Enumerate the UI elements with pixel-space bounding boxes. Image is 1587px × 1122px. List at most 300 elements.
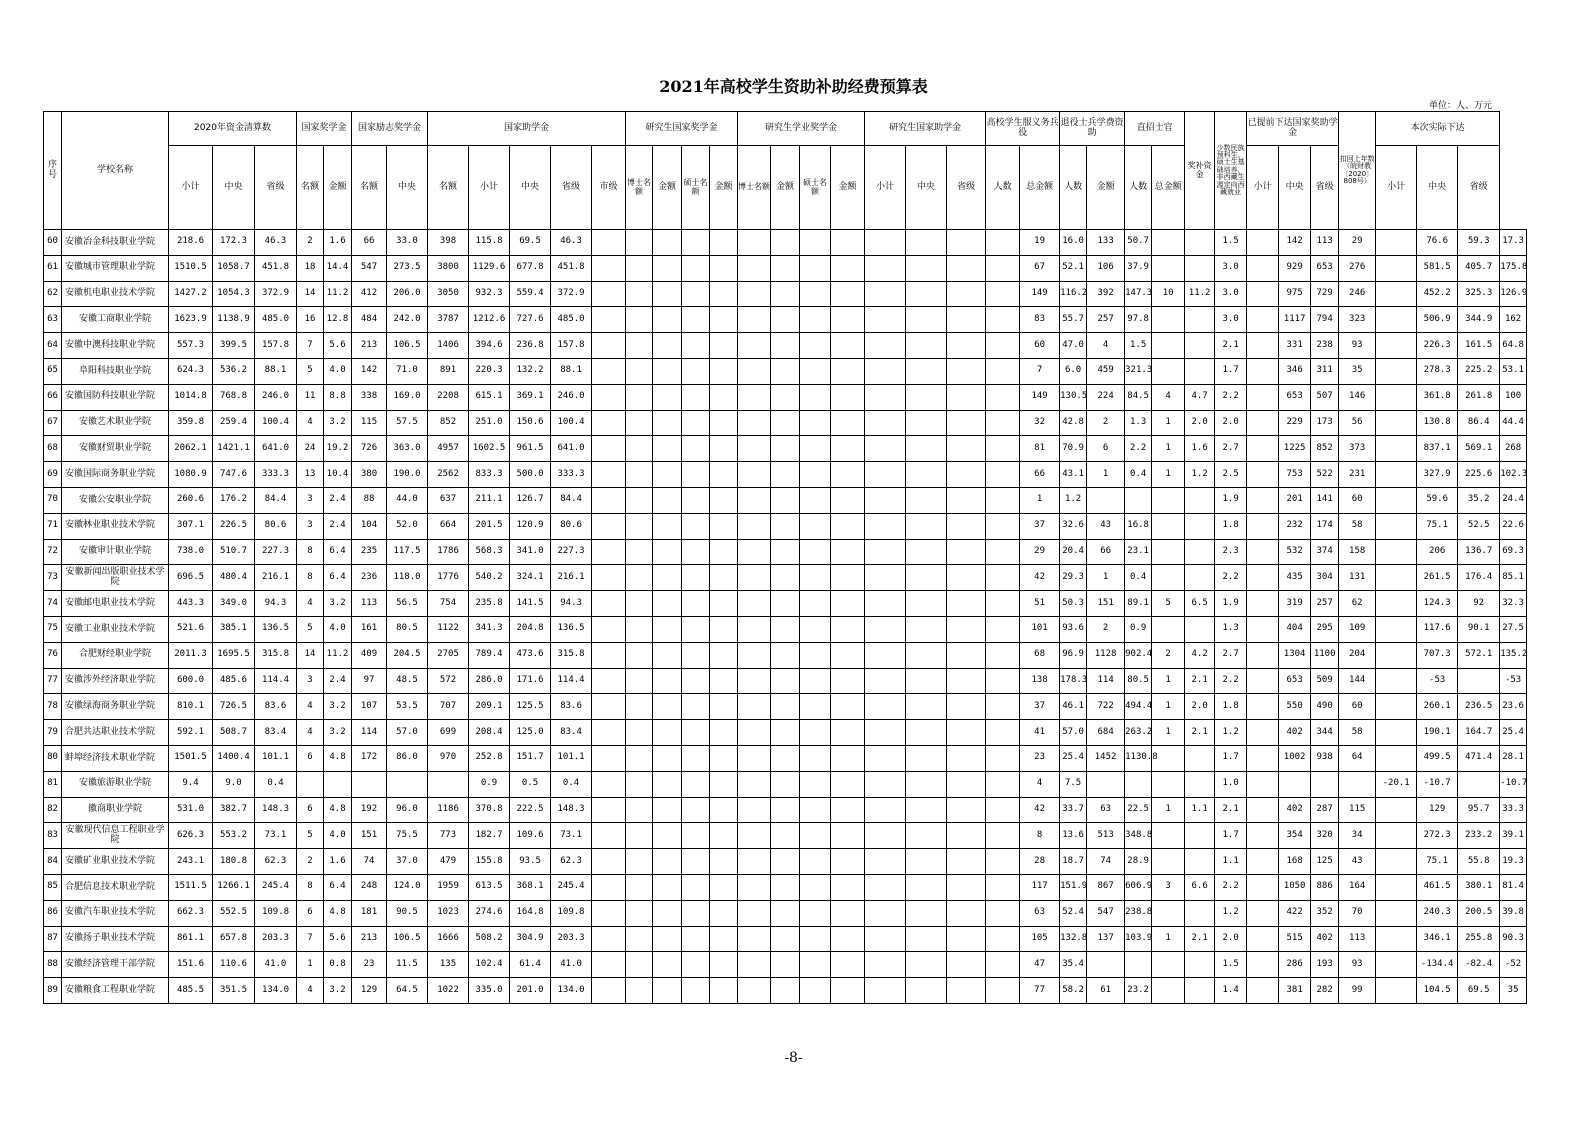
table-cell [771,333,800,359]
table-cell [682,255,710,281]
table-cell: 88.1 [551,358,592,384]
table-cell [710,410,738,436]
table-cell: 86.0 [387,745,428,771]
table-cell: 532 [1279,539,1311,565]
table-cell [865,591,906,617]
table-cell: 886 [1311,874,1339,900]
table-cell [1152,616,1185,642]
table-cell [682,694,710,720]
table-cell [947,668,986,694]
table-cell [653,333,682,359]
table-cell: 374 [1311,539,1339,565]
table-cell: 4 [297,720,324,746]
table-cell: 484 [352,307,387,333]
table-cell: 6.4 [324,565,352,591]
table-cell [986,900,1020,926]
school-name-cell: 蚌埠经济技术职业学院 [62,745,169,771]
table-cell: 510.7 [213,539,255,565]
table-cell: 242.0 [387,307,428,333]
table-cell: 11.5 [387,952,428,978]
table-cell [1247,849,1279,875]
table-cell [653,513,682,539]
table-cell: 141 [1311,487,1339,513]
table-cell: 653 [1279,668,1311,694]
table-cell [986,513,1020,539]
table-cell: 4957 [428,436,469,462]
table-cell [653,874,682,900]
table-cell: 9.4 [169,771,213,797]
col-quota: 名额 [428,146,469,230]
table-cell: 11.2 [324,281,352,307]
table-cell: 132.2 [510,358,551,384]
table-cell: 231 [1339,462,1376,488]
table-cell: 3.2 [324,978,352,1004]
table-cell: 75.1 [1417,849,1458,875]
table-cell: 75.5 [387,823,428,849]
table-cell: 62 [1339,591,1376,617]
budget-table [43,111,1527,1004]
table-cell: 321.3 [1125,358,1152,384]
table-cell [1376,978,1417,1004]
table-cell: 637 [428,487,469,513]
table-cell [626,926,653,952]
table-cell [1247,797,1279,823]
table-cell [1311,771,1339,797]
table-cell: 320 [1311,823,1339,849]
table-cell [986,307,1020,333]
table-cell: 130.8 [1417,410,1458,436]
table-cell: 1.2 [1215,720,1247,746]
table-cell [947,978,986,1004]
table-cell: 4 [1087,333,1125,359]
table-cell [865,978,906,1004]
table-cell [831,978,865,1004]
table-cell: 181 [352,900,387,926]
table-cell [771,849,800,875]
table-cell: 100 [1500,384,1527,410]
table-cell: 369.1 [510,384,551,410]
table-cell: 69.5 [1458,978,1500,1004]
table-cell [592,745,626,771]
table-cell: 1.2 [1185,462,1215,488]
table-cell [653,591,682,617]
table-cell [1185,539,1215,565]
table-cell [947,255,986,281]
row-index: 87 [44,926,62,952]
table-cell [626,616,653,642]
table-cell: 392 [1087,281,1125,307]
table-cell: 559.4 [510,281,551,307]
table-cell [626,668,653,694]
table-cell: 200.5 [1458,900,1500,926]
table-cell: 5 [297,616,324,642]
table-cell: 1.7 [1215,823,1247,849]
table-cell: 507 [1311,384,1339,410]
table-cell: 315.8 [551,642,592,668]
table-cell [986,487,1020,513]
table-cell: 180.8 [213,849,255,875]
table-cell: 9.0 [213,771,255,797]
table-cell: 83.4 [551,720,592,746]
table-cell: 641.0 [255,436,297,462]
school-name-cell: 安徽中澳科技职业学院 [62,333,169,359]
row-index: 65 [44,358,62,384]
table-cell [592,797,626,823]
table-cell: 380.1 [1458,874,1500,900]
table-cell [1376,616,1417,642]
table-row [44,487,1527,513]
table-cell: 93 [1339,952,1376,978]
table-cell [710,358,738,384]
table-cell: 0.4 [1125,565,1152,591]
table-cell [710,952,738,978]
table-cell: 58.2 [1060,978,1087,1004]
table-cell: 480.4 [213,565,255,591]
table-cell: 175.8 [1500,255,1527,281]
table-cell [906,358,947,384]
table-cell [1376,926,1417,952]
table-cell [906,307,947,333]
table-cell [1185,952,1215,978]
table-cell: 1666 [428,926,469,952]
table-cell: 3787 [428,307,469,333]
row-index: 83 [44,823,62,849]
table-cell: 246.0 [551,384,592,410]
table-cell [592,462,626,488]
table-cell: 331 [1279,333,1311,359]
table-cell [653,926,682,952]
table-cell: 101.1 [255,745,297,771]
table-cell: 75.1 [1417,513,1458,539]
table-cell [865,668,906,694]
table-cell: 569.1 [1458,436,1500,462]
table-cell [831,668,865,694]
table-cell: 37 [1020,513,1060,539]
minority-header: 少数民族预科生、硕士生基础培养，非西藏生源定向西藏就业 [1215,112,1247,230]
table-cell [428,771,469,797]
table-cell: 323 [1339,307,1376,333]
table-cell: 19.3 [1500,849,1527,875]
table-cell: 62.3 [255,849,297,875]
table-cell: 23.2 [1125,978,1152,1004]
table-cell [738,771,771,797]
school-name-cell: 合肥信息技术职业学院 [62,874,169,900]
table-cell [865,823,906,849]
table-cell: 33.7 [1060,797,1087,823]
table-cell: 64.8 [1500,333,1527,359]
table-cell [800,694,831,720]
table-cell [831,797,865,823]
table-cell [682,745,710,771]
table-cell [865,333,906,359]
table-cell [986,720,1020,746]
table-cell: -53 [1500,668,1527,694]
table-cell [947,384,986,410]
table-cell: 83.4 [255,720,297,746]
table-cell: 473.6 [510,642,551,668]
row-index: 86 [44,900,62,926]
table-cell: 653 [1311,255,1339,281]
table-cell: 37.0 [387,849,428,875]
table-cell: 206.0 [387,281,428,307]
table-cell: 2062.1 [169,436,213,462]
table-cell [947,307,986,333]
table-cell: 2.0 [1215,410,1247,436]
table-cell: 747.6 [213,462,255,488]
table-cell [1247,642,1279,668]
table-cell: 370.8 [469,797,510,823]
row-index: 77 [44,668,62,694]
table-cell [653,565,682,591]
table-cell: 102.4 [469,952,510,978]
table-cell: 641.0 [551,436,592,462]
table-cell: 381 [1279,978,1311,1004]
table-cell [865,616,906,642]
table-cell: -82.4 [1458,952,1500,978]
table-cell: 39.8 [1500,900,1527,926]
table-cell [771,591,800,617]
table-row [44,462,1527,488]
table-cell [1152,771,1185,797]
table-cell [682,771,710,797]
table-cell: 6.4 [324,539,352,565]
table-cell: 1602.5 [469,436,510,462]
table-cell: 2 [297,849,324,875]
col-amount: 金额 [653,146,682,230]
table-cell [1339,771,1376,797]
table-cell [865,745,906,771]
table-cell: 74 [1087,849,1125,875]
table-cell [947,952,986,978]
table-cell: 1959 [428,874,469,900]
table-cell [831,281,865,307]
table-cell [592,952,626,978]
table-cell [986,952,1020,978]
table-cell: 344.9 [1458,307,1500,333]
table-cell [1152,565,1185,591]
table-cell: 1014.8 [169,384,213,410]
col-central: 中央 [1417,146,1458,230]
table-cell: 164.7 [1458,720,1500,746]
table-cell [738,978,771,1004]
table-cell [771,720,800,746]
table-cell: 35.4 [1060,952,1087,978]
grad-national-scholarship-header: 研究生国家奖学金 [626,112,738,146]
table-cell [1376,513,1417,539]
school-name-cell: 安徽粮食工程职业学院 [62,978,169,1004]
table-cell [1247,410,1279,436]
table-cell: 104 [352,513,387,539]
table-cell: 84.4 [551,487,592,513]
table-cell: 93.6 [1060,616,1087,642]
table-cell: 794 [1311,307,1339,333]
row-index: 81 [44,771,62,797]
table-cell [626,436,653,462]
table-cell: 443.3 [169,591,213,617]
table-cell: 238 [1311,333,1339,359]
table-cell: 101.1 [551,745,592,771]
table-cell: 171.6 [510,668,551,694]
table-cell [986,384,1020,410]
table-cell: 118.0 [387,565,428,591]
table-cell [1376,230,1417,256]
table-cell [947,926,986,952]
table-cell [1279,771,1311,797]
table-cell [986,436,1020,462]
table-cell [771,358,800,384]
table-cell [626,410,653,436]
table-cell: 81 [1020,436,1060,462]
table-cell [626,462,653,488]
table-cell: 48.5 [387,668,428,694]
table-cell: 286 [1279,952,1311,978]
table-cell: 810.1 [169,694,213,720]
table-cell [710,771,738,797]
table-cell [986,462,1020,488]
table-cell [738,333,771,359]
table-cell: 142 [1279,230,1311,256]
table-cell: 92 [1458,591,1500,617]
table-cell: 114 [1087,668,1125,694]
table-cell: 485.0 [551,307,592,333]
table-cell [1376,900,1417,926]
table-cell: 5 [1152,591,1185,617]
table-cell: 16.0 [1060,230,1087,256]
table-cell [865,771,906,797]
table-cell [865,642,906,668]
table-cell: 2.3 [1215,539,1247,565]
table-cell [738,720,771,746]
table-cell [800,720,831,746]
table-cell [947,591,986,617]
table-cell: 268 [1500,436,1527,462]
table-cell [800,745,831,771]
table-cell [906,384,947,410]
table-cell [831,926,865,952]
table-cell [626,745,653,771]
table-cell [1376,462,1417,488]
table-cell [1376,874,1417,900]
table-cell: 73.1 [255,823,297,849]
table-cell: 17.3 [1500,230,1527,256]
school-name-cell: 安徽财贸职业学院 [62,436,169,462]
table-cell: 1225 [1279,436,1311,462]
table-cell: 1212.6 [469,307,510,333]
col-amount: 金额 [324,146,352,230]
table-cell [710,487,738,513]
table-cell: 81.4 [1500,874,1527,900]
table-cell [653,771,682,797]
table-cell: 23.6 [1500,694,1527,720]
table-cell: 155.8 [469,849,510,875]
table-cell [653,307,682,333]
row-index: 80 [44,745,62,771]
table-cell: 1776 [428,565,469,591]
table-cell: 2.2 [1215,874,1247,900]
row-index: 71 [44,513,62,539]
table-cell [738,900,771,926]
table-row [44,230,1527,256]
table-cell: 20.4 [1060,539,1087,565]
table-cell [947,436,986,462]
col-amount: 金额 [771,146,800,230]
table-cell: 113 [1339,926,1376,952]
table-cell [1247,539,1279,565]
table-cell [738,358,771,384]
table-cell: 96.9 [1060,642,1087,668]
table-cell [771,823,800,849]
table-cell: 131 [1339,565,1376,591]
table-cell [800,668,831,694]
table-cell: 43 [1087,513,1125,539]
table-row [44,255,1527,281]
table-cell: 568.3 [469,539,510,565]
table-cell: 1.3 [1125,410,1152,436]
table-cell: 101 [1020,616,1060,642]
table-cell [1152,952,1185,978]
table-cell [771,487,800,513]
table-cell: 274.6 [469,900,510,926]
col-central: 中央 [387,146,428,230]
table-cell [800,539,831,565]
recovered-header: 扣回上年数（皖财教〔2020〕808号） [1339,112,1376,230]
table-cell: 23 [352,952,387,978]
table-cell: 236.5 [1458,694,1500,720]
table-cell [771,745,800,771]
table-cell: 126.7 [510,487,551,513]
table-cell: 1058.7 [213,255,255,281]
table-cell: 970 [428,745,469,771]
table-cell: 272.3 [1417,823,1458,849]
table-cell: 69.5 [510,230,551,256]
table-cell [1185,255,1215,281]
table-cell [1185,900,1215,926]
table-cell [771,565,800,591]
table-cell [947,281,986,307]
table-cell: 169.0 [387,384,428,410]
table-cell [771,900,800,926]
table-cell: 11.2 [1185,281,1215,307]
table-cell: 2.1 [1185,926,1215,952]
table-cell [592,255,626,281]
table-cell [738,384,771,410]
table-cell: 97 [352,668,387,694]
table-cell: 2.1 [1215,797,1247,823]
table-cell [906,462,947,488]
table-cell [865,436,906,462]
table-cell: 729 [1311,281,1339,307]
table-cell: 209.1 [469,694,510,720]
table-cell: 246 [1339,281,1376,307]
table-cell [592,487,626,513]
table-cell: 29.3 [1060,565,1087,591]
table-cell [626,900,653,926]
table-cell [653,539,682,565]
table-cell [906,565,947,591]
table-cell [800,797,831,823]
table-cell: 3 [297,668,324,694]
table-cell [947,900,986,926]
table-cell: 4.0 [324,616,352,642]
table-cell [800,642,831,668]
table-cell: 100.4 [551,410,592,436]
table-cell: 572.1 [1458,642,1500,668]
table-row [44,307,1527,333]
table-cell: 4 [1020,771,1060,797]
page-number: -8- [784,1050,803,1066]
table-cell: 2208 [428,384,469,410]
table-cell: 96.0 [387,797,428,823]
